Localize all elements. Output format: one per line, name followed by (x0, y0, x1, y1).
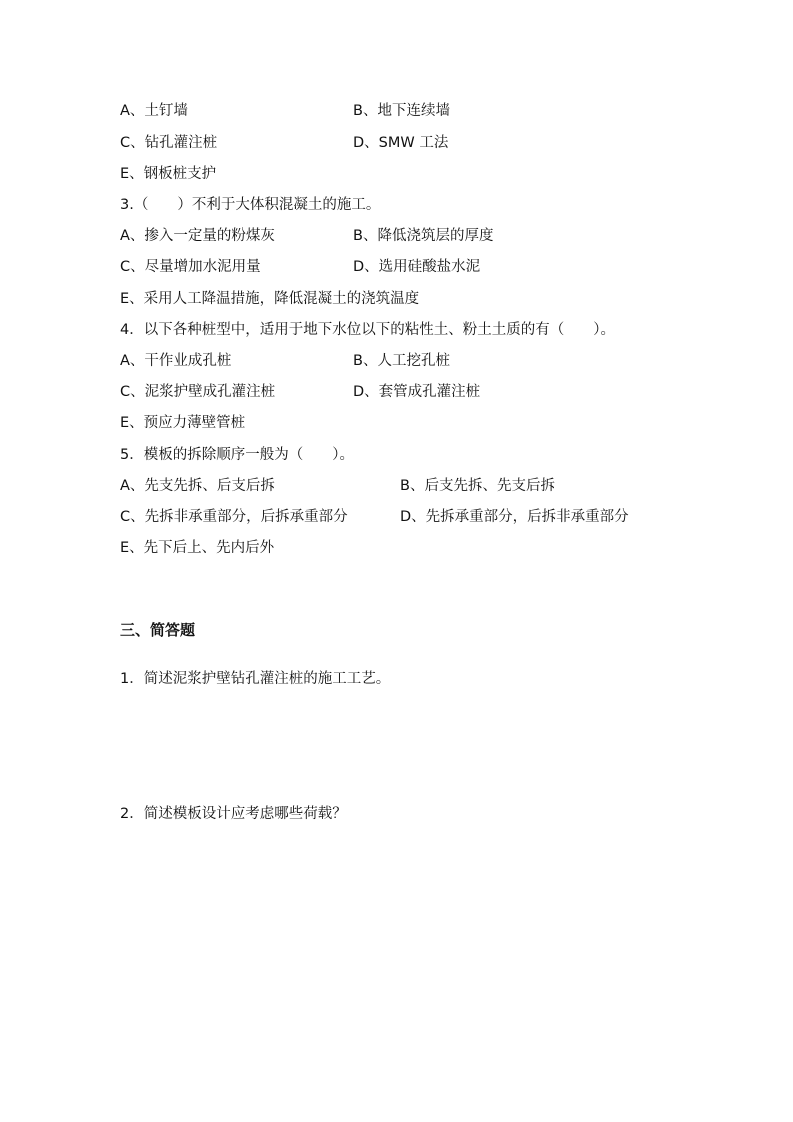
q4-option-b: B、人工挖孔桩 (353, 353, 450, 369)
q2-option-b: B、地下连续墙 (353, 103, 450, 119)
q3-option-b: B、降低浇筑层的厚度 (353, 228, 494, 244)
q2-option-d: D、SMW 工法 (353, 135, 449, 151)
q5-option-a: A、先支先拆、后支后拆 (120, 478, 275, 494)
q5-option-e: E、先下后上、先内后外 (120, 540, 275, 556)
q5-option-d: D、先拆承重部分，后拆非承重部分 (400, 509, 629, 525)
q4-option-a: A、干作业成孔桩 (120, 353, 232, 369)
q5-option-b: B、后支先拆、先支后拆 (400, 478, 555, 494)
q3-stem: 3.（ ）不利于大体积混凝土的施工。 (120, 197, 381, 213)
q3-option-c: C、尽量增加水泥用量 (120, 259, 261, 275)
q5-stem: 5．模板的拆除顺序一般为（ ）。 (120, 447, 354, 463)
q2-option-c: C、钻孔灌注桩 (120, 135, 218, 151)
short-answer-q1: 1．简述泥浆护壁钻孔灌注桩的施工工艺。 (120, 671, 391, 687)
q4-option-d: D、套管成孔灌注桩 (353, 384, 481, 400)
q3-option-e: E、采用人工降温措施，降低混凝土的浇筑温度 (120, 291, 420, 307)
short-answer-q2: 2．简述模板设计应考虑哪些荷载？ (120, 806, 347, 822)
q2-option-a: A、土钉墙 (120, 103, 188, 119)
section-heading: 三、简答题 (120, 621, 196, 639)
q2-option-e: E、钢板桩支护 (120, 166, 217, 182)
q3-option-a: A、掺入一定量的粉煤灰 (120, 228, 275, 244)
q4-option-e: E、预应力薄壁管桩 (120, 415, 246, 431)
q4-stem: 4．以下各种桩型中，适用于地下水位以下的粘性土、粉土土质的有（ ）。 (120, 322, 615, 338)
q3-option-d: D、选用硅酸盐水泥 (353, 259, 481, 275)
q4-option-c: C、泥浆护壁成孔灌注桩 (120, 384, 276, 400)
q5-option-c: C、先拆非承重部分，后拆承重部分 (120, 509, 348, 525)
